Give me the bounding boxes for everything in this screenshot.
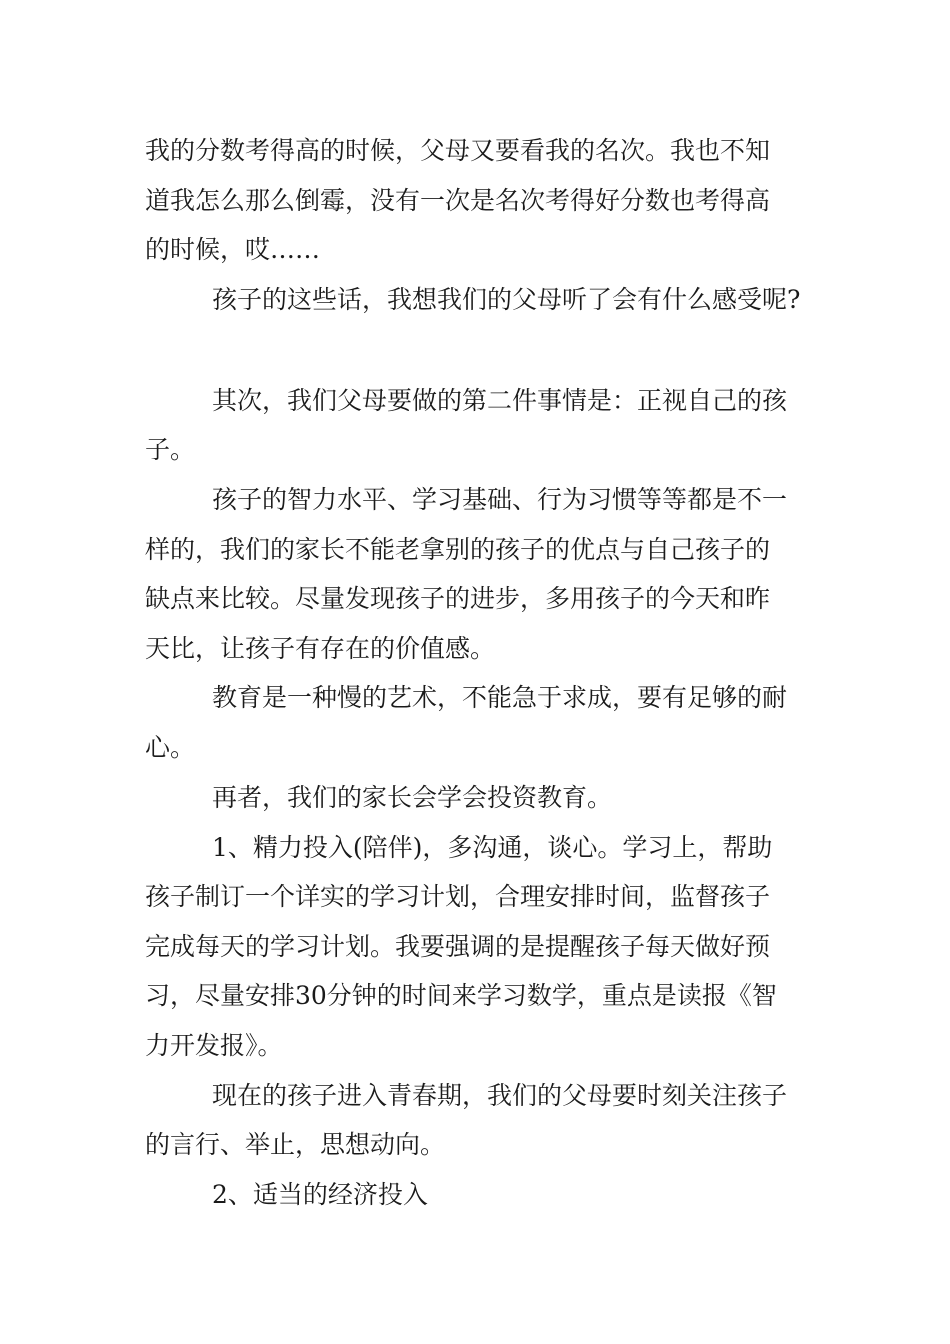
paragraph-line: 缺点来比较。尽量发现孩子的进步，多用孩子的今天和昨 — [145, 584, 771, 613]
paragraph-line: 子。 — [145, 435, 196, 464]
paragraph-line: 孩子制订一个详实的学习计划，合理安排时间，监督孩子 — [145, 882, 771, 911]
paragraph-line: 的言行、举止，思想动向。 — [145, 1130, 446, 1159]
paragraph-line: 心。 — [145, 733, 196, 762]
paragraph-line: 2、适当的经济投入 — [212, 1180, 428, 1209]
paragraph-line: 孩子的这些话，我想我们的父母听了会有什么感受呢? — [212, 285, 801, 314]
paragraph-line: 1、精力投入(陪伴)，多沟通，谈心。学习上，帮助 — [212, 833, 773, 862]
paragraph-line: 道我怎么那么倒霉，没有一次是名次考得好分数也考得高 — [145, 186, 771, 215]
paragraph-line: 天比，让孩子有存在的价值感。 — [145, 634, 496, 663]
paragraph-line: 习，尽量安排30分钟的时间来学习数学，重点是读报《智 — [145, 981, 777, 1010]
paragraph-line: 教育是一种慢的艺术，不能急于求成，要有足够的耐 — [212, 683, 788, 712]
paragraph-line: 完成每天的学习计划。我要强调的是提醒孩子每天做好预 — [145, 932, 771, 961]
paragraph-line: 力开发报》。 — [145, 1031, 283, 1060]
paragraph-line: 样的，我们的家长不能老拿别的孩子的优点与自己孩子的 — [145, 535, 771, 564]
paragraph-line: 现在的孩子进入青春期，我们的父母要时刻关注孩子 — [212, 1081, 788, 1110]
paragraph-line: 其次，我们父母要做的第二件事情是：正视自己的孩 — [212, 386, 788, 415]
paragraph-line: 孩子的智力水平、学习基础、行为习惯等等都是不一 — [212, 485, 788, 514]
paragraph-line: 我的分数考得高的时候，父母又要看我的名次。我也不知 — [145, 136, 771, 165]
paragraph-line: 再者，我们的家长会学会投资教育。 — [212, 783, 613, 812]
paragraph-line: 的时候，哎…… — [145, 235, 321, 264]
